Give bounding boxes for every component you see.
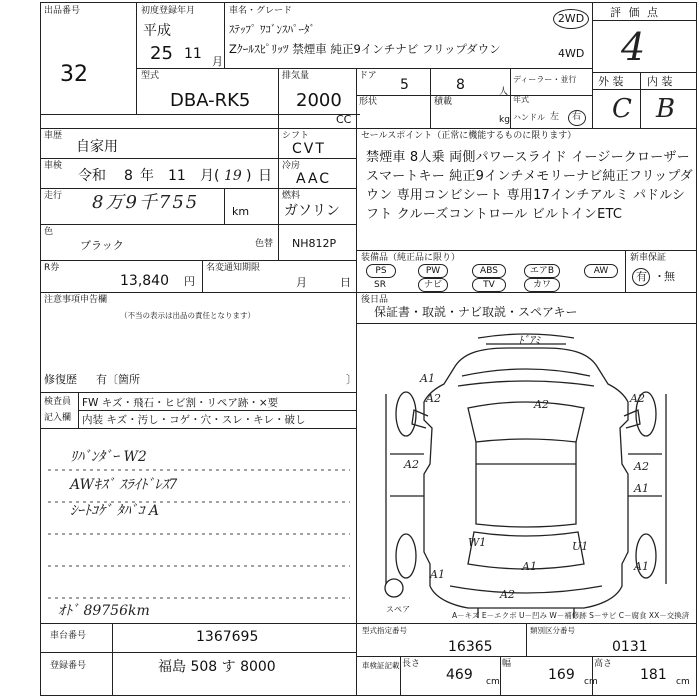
handle-right-circle [568,110,586,126]
model-name-line2: Zｸｰﾙｽﾋﾟﾘｯﾂ 禁煙車 純正9インチナビ フリップダウン [229,42,501,56]
inspection-year-unit: 年 [140,168,154,184]
class-code-value: 0131 [612,639,648,655]
note-line-1: ﾘﾊﾞﾝﾀﾞｰ W2 [70,449,147,465]
mileage-value: 8万9千755 [92,192,200,213]
fw-line: FW キズ・飛石・ヒビ割・リペア跡・×要 [82,397,279,409]
shape-label: 形状 [359,97,378,107]
fuel-label: 燃料 [282,191,301,201]
plate-label: 登録番号 [50,661,87,671]
type-label: 型式 [141,71,160,81]
mark-a2-rear-bumper: A2 [500,588,515,601]
mark-a1-rear-right: A1 [634,560,649,573]
model-name-label: 車名・グレード [229,6,293,16]
mileage-label: 走行 [44,191,63,201]
registration-year: 25 [150,43,173,64]
length-label: 長さ [402,659,421,669]
doors-label: ドア [359,71,377,81]
interior-grade: B [656,94,676,124]
lot-label: 出品番号 [44,6,81,16]
mark-a2-front-left: A2 [426,392,441,405]
mark-a2-windshield: A2 [534,398,549,411]
new-car-warranty-label: 新車保証 [630,253,667,263]
mark-w1: W1 [468,536,487,549]
height-label: 高さ [594,659,613,669]
inspection-year: 8 [124,168,133,184]
model-type: DBA-RK5 [170,90,251,111]
mark-a1-front-left: A1 [420,372,435,385]
notes-sublabel: （不当の表示は出品の責任となります） [120,311,255,320]
warranty-yes: 有 [636,270,647,283]
equip-airbag: エアB [524,264,560,278]
equipment-label: 装備品（純正品に限り） [361,253,461,263]
inspection-day-unit: 日 [258,168,272,184]
inspector-label: 検査員 [44,397,72,407]
mark-a1-right-door: A1 [634,482,649,495]
equip-sr: SR [374,280,386,290]
equip-abs: ABS [472,264,506,278]
accessories-label: 後日品 [361,295,389,305]
mark-u1: U1 [572,540,589,553]
doors-value: 5 [400,77,409,93]
inspection-month: 11 [168,168,186,184]
width-value: 169 [548,667,575,683]
exterior-grade: C [612,94,632,124]
inspector-label2: 記入欄 [44,413,72,423]
dealer-label: ディーラー・並行 [513,75,577,84]
mark-a2-right-door: A2 [634,460,649,473]
sales-point-label: セールスポイント（正常に機能するものに限ります） [361,131,577,141]
equip-pw: PW [418,264,448,278]
registration-era: 平成 [143,23,171,39]
chassis-label: 車台番号 [50,631,87,641]
fuel-value: ガソリン [284,203,340,219]
4wd-label: 4WD [558,47,585,60]
color-code: NH812P [292,237,337,250]
recycle-value: 13,840 [120,273,169,289]
tax-notice-month: 月 [296,276,307,289]
accessories-value: 保証書・取説・ナビ取説・スペアキー [374,305,578,319]
width-label: 幅 [502,659,512,669]
car-damage-diagram [358,324,696,624]
tax-notice-day: 日 [340,276,351,289]
history-value: 自家用 [76,139,118,155]
model-code-label: 型式指定番号 [362,626,407,635]
kg-unit: kg [499,115,510,125]
recycle-unit: 円 [184,275,195,288]
cc-unit: CC [336,113,352,126]
color-label: 色 [44,227,54,237]
inspection-label: 車検 [44,161,63,171]
handle-right: 右 [572,112,582,122]
equip-aw: AW [584,264,618,278]
warranty-yes-circle [632,268,650,286]
exterior-label: 外 装 [598,75,624,88]
auction-sheet: 出品番号 32 初度登録年月 平成 25 11 月 車名・グレード ｽﾃｯﾌﾟ ﾜｺﾞﾝｽﾊﾟｰﾀﾞ Zｸｰﾙｽﾋﾟﾘｯﾂ 禁煙車 純正9インチナビ フリップダウン 2WD 4WD 評 価 点 4 外 装 内 装 C B 型式 DBA-RK5 排気量 2000 CC ドア 5 8 人 形状 積載 kg ディーラー・並行 年式 ハンドル 左 右 車歴 自家用 車検 令和 8 年 11 月 ( 19 ) 日 走行 8万9千755 km シフト CVT 冷房 AAC 燃料 ガソリン 色 ブラック 色替 NH812P R券 13,840 円 名変通知期限 月 日 セールスポイント（正常に機能するものに限ります） 禁煙車 8人乗 両側パワースライド イージークローザー スマートキー 純正9インチメモリーナビ純正フリップダウン 専用コンビシート 専用17インチアルミ パドルシフト クルーズコントロール ビルトインETC 装備品（純正品に限り） 新車保証 有 ・ 無 PS PW ABS エアB AW SR ナビ TV カワ 後日品 保証書・取説・ナビ取説・スペアキー 注意事項申告欄 （不当の表示は出品の責任となります） 修復歴 有〔箇所 〕 検査員 記入欄 FW キズ・飛石・ヒビ割・リペア跡・×要 内装 キズ・汚し・コゲ・穴・スレ・キレ・破し ﾘﾊﾞﾝﾀﾞｰ W2 AWｷｽﾞ ｽﾗｲﾄﾞﾚｽ7 ｼｰﾄｺｹﾞ ﾀﾊﾞｺ A ｵﾄﾞ 89756km ﾄﾞｱﾐ A1 A2 A2 A2 A2 A2 A1 A1 A1 A1 A2 W1 U1 スペア A－キズ E－エクボ U－凹み W－補修跡 S－サビ C－腐食 XX－交換済 車台番号 1367695 登録番号 福島 508 す 8000 型式指定番号 16365 類別区分番号 0131 車検証記載 長さ 469 cm 幅 169 cm 高さ 181 cm [0,0,700,700]
inspection-day: 19 [224,168,242,184]
handle-label: ハンドル [513,113,545,122]
registration-month-unit: 月 [212,55,223,68]
repair-value: 有〔箇所 [96,373,140,386]
recycle-label: R券 [44,263,60,273]
load-label: 積載 [434,97,453,107]
repair-label: 修復歴 [44,373,77,386]
mark-a2-left-door: A2 [404,458,419,471]
equip-ps: PS [366,264,396,278]
warranty-no: 無 [664,270,675,283]
sales-point-text: 禁煙車 8人乗 両側パワースライド イージークローザー スマートキー 純正9インチメモリーナビ純正フリップダウン 専用コンビシート 専用17インチアルミ パドルシフト クルーズコントロール ビルトインETC [366,150,693,222]
history-label: 車歴 [44,131,63,141]
handle-left: 左 [550,112,560,122]
height-unit: cm [676,677,690,687]
ac-value: AAC [296,171,332,187]
notes-label: 注意事項申告欄 [44,295,108,305]
equip-navi: ナビ [418,278,448,292]
spare-label: スペア [386,605,410,614]
seats-value: 8 [456,77,465,93]
note-line-2: AWｷｽﾞ ｽﾗｲﾄﾞﾚｽ7 [70,477,178,493]
interior-line: 内装 キズ・汚し・コゲ・穴・スレ・キレ・破し [82,414,306,426]
class-code-label: 類別区分番号 [530,626,575,635]
damage-legend: A－キズ E－エクボ U－凹み W－補修跡 S－サビ C－腐食 XX－交換済 [452,611,690,620]
registration-month: 11 [184,46,202,62]
grade-label: 評 価 点 [610,6,660,19]
model-name-line1: ｽﾃｯﾌﾟ ﾜｺﾞﾝｽﾊﾟｰﾀﾞ [229,23,315,36]
width-unit: cm [584,677,598,687]
color-value: ブラック [80,239,124,252]
note-line-3: ｼｰﾄｺｹﾞ ﾀﾊﾞｺ A [70,503,160,519]
displacement-value: 2000 [296,90,342,111]
ac-label: 冷房 [282,161,301,171]
length-value: 469 [446,667,473,683]
inspection-month-unit: 月 [200,168,214,184]
seats-unit: 人 [499,87,509,97]
shift-value: CVT [292,141,326,157]
length-unit: cm [486,677,500,687]
plate-value: 福島 508 す 8000 [158,659,276,675]
mark-a2-front-right: A2 [630,392,645,405]
mark-a1-rear: A1 [522,560,537,573]
equip-leather: カワ [524,278,560,292]
dims-label: 車検証記載 [362,661,400,670]
chassis-value: 1367695 [196,629,259,645]
lot-number: 32 [60,62,88,87]
odometer-note: ｵﾄﾞ 89756km [58,603,150,619]
grade-value: 4 [621,25,646,69]
model-code-value: 16365 [448,639,493,655]
equip-tv: TV [472,278,506,292]
tax-notice-label: 名変通知期限 [206,263,261,273]
interior-label: 内 装 [647,75,673,88]
inspection-era: 令和 [78,168,106,184]
color-change-label: 色替 [255,239,274,249]
door-mirror-note: ﾄﾞｱﾐ [518,334,540,347]
repair-end: 〕 [346,373,357,386]
shift-label: シフト [282,131,310,141]
mileage-unit: km [232,205,250,218]
height-value: 181 [640,667,667,683]
mark-a1-rear-left: A1 [430,568,445,581]
displacement-label: 排気量 [282,71,310,81]
registration-label: 初度登録年月 [141,6,196,16]
year-label: 年式 [513,95,529,104]
2wd-circle: 2WD [553,9,589,29]
